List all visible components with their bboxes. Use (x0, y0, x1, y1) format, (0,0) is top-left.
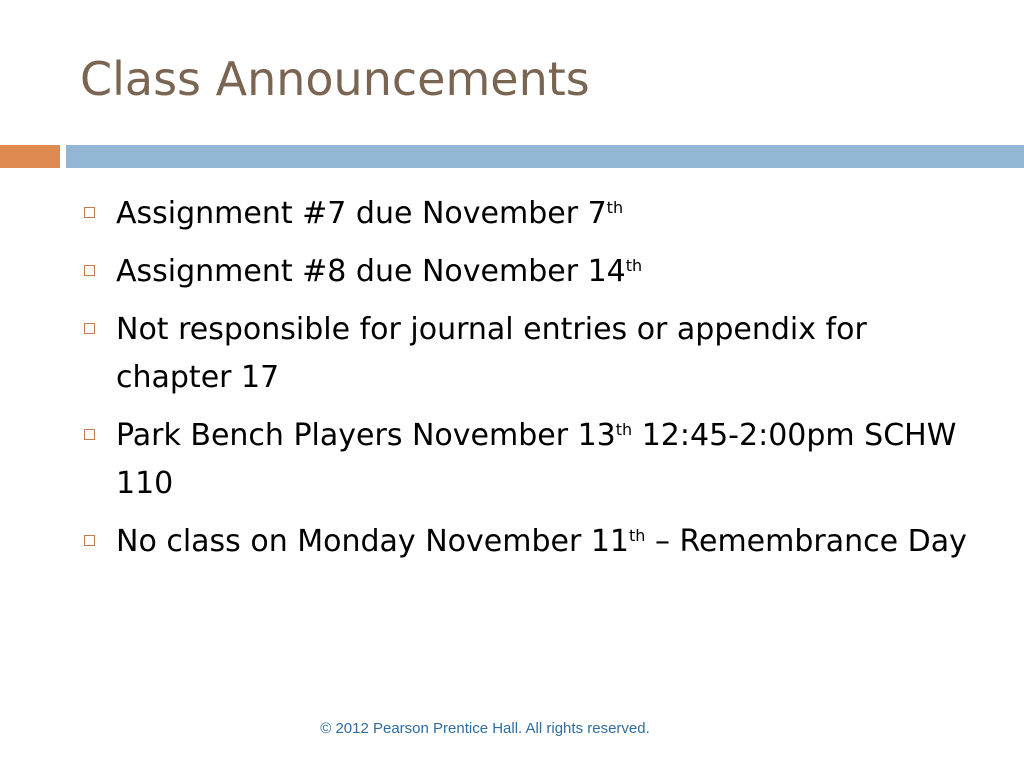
list-item (80, 190, 980, 238)
bullet-superscript: th (615, 420, 633, 439)
title-accent-bar-blue (66, 145, 1024, 168)
announcement-list (80, 190, 980, 576)
square-bullet-icon (84, 207, 95, 218)
list-item (80, 306, 980, 402)
bullet-text: No class on Monday November 11 (116, 524, 629, 559)
list-item (80, 248, 980, 296)
list-item (80, 412, 980, 508)
bullet-text: Not responsible for journal entries or appendix for chapter 17 (116, 312, 867, 395)
copyright-footer: © 2012 Pearson Prentice Hall. All rights reserved. (320, 720, 650, 737)
bullet-text: Assignment #7 due November 7 (116, 196, 607, 231)
slide-title: Class Announcements (80, 52, 590, 106)
square-bullet-icon (84, 323, 95, 334)
bullet-superscript: th (629, 526, 646, 545)
list-item (80, 518, 980, 566)
bullet-text-after: – Remembrance Day (645, 524, 967, 559)
title-accent-bar-orange (0, 145, 60, 168)
bullet-text: Assignment #8 due November 14 (116, 254, 626, 289)
square-bullet-icon (84, 429, 95, 440)
bullet-superscript: th (625, 256, 643, 275)
square-bullet-icon (84, 265, 95, 276)
bullet-text-after: 12:45-2:00pm SCHW 110 (116, 418, 957, 501)
bullet-superscript: th (606, 198, 624, 217)
bullet-text: Park Bench Players November 13 (116, 418, 616, 453)
square-bullet-icon (84, 535, 95, 546)
